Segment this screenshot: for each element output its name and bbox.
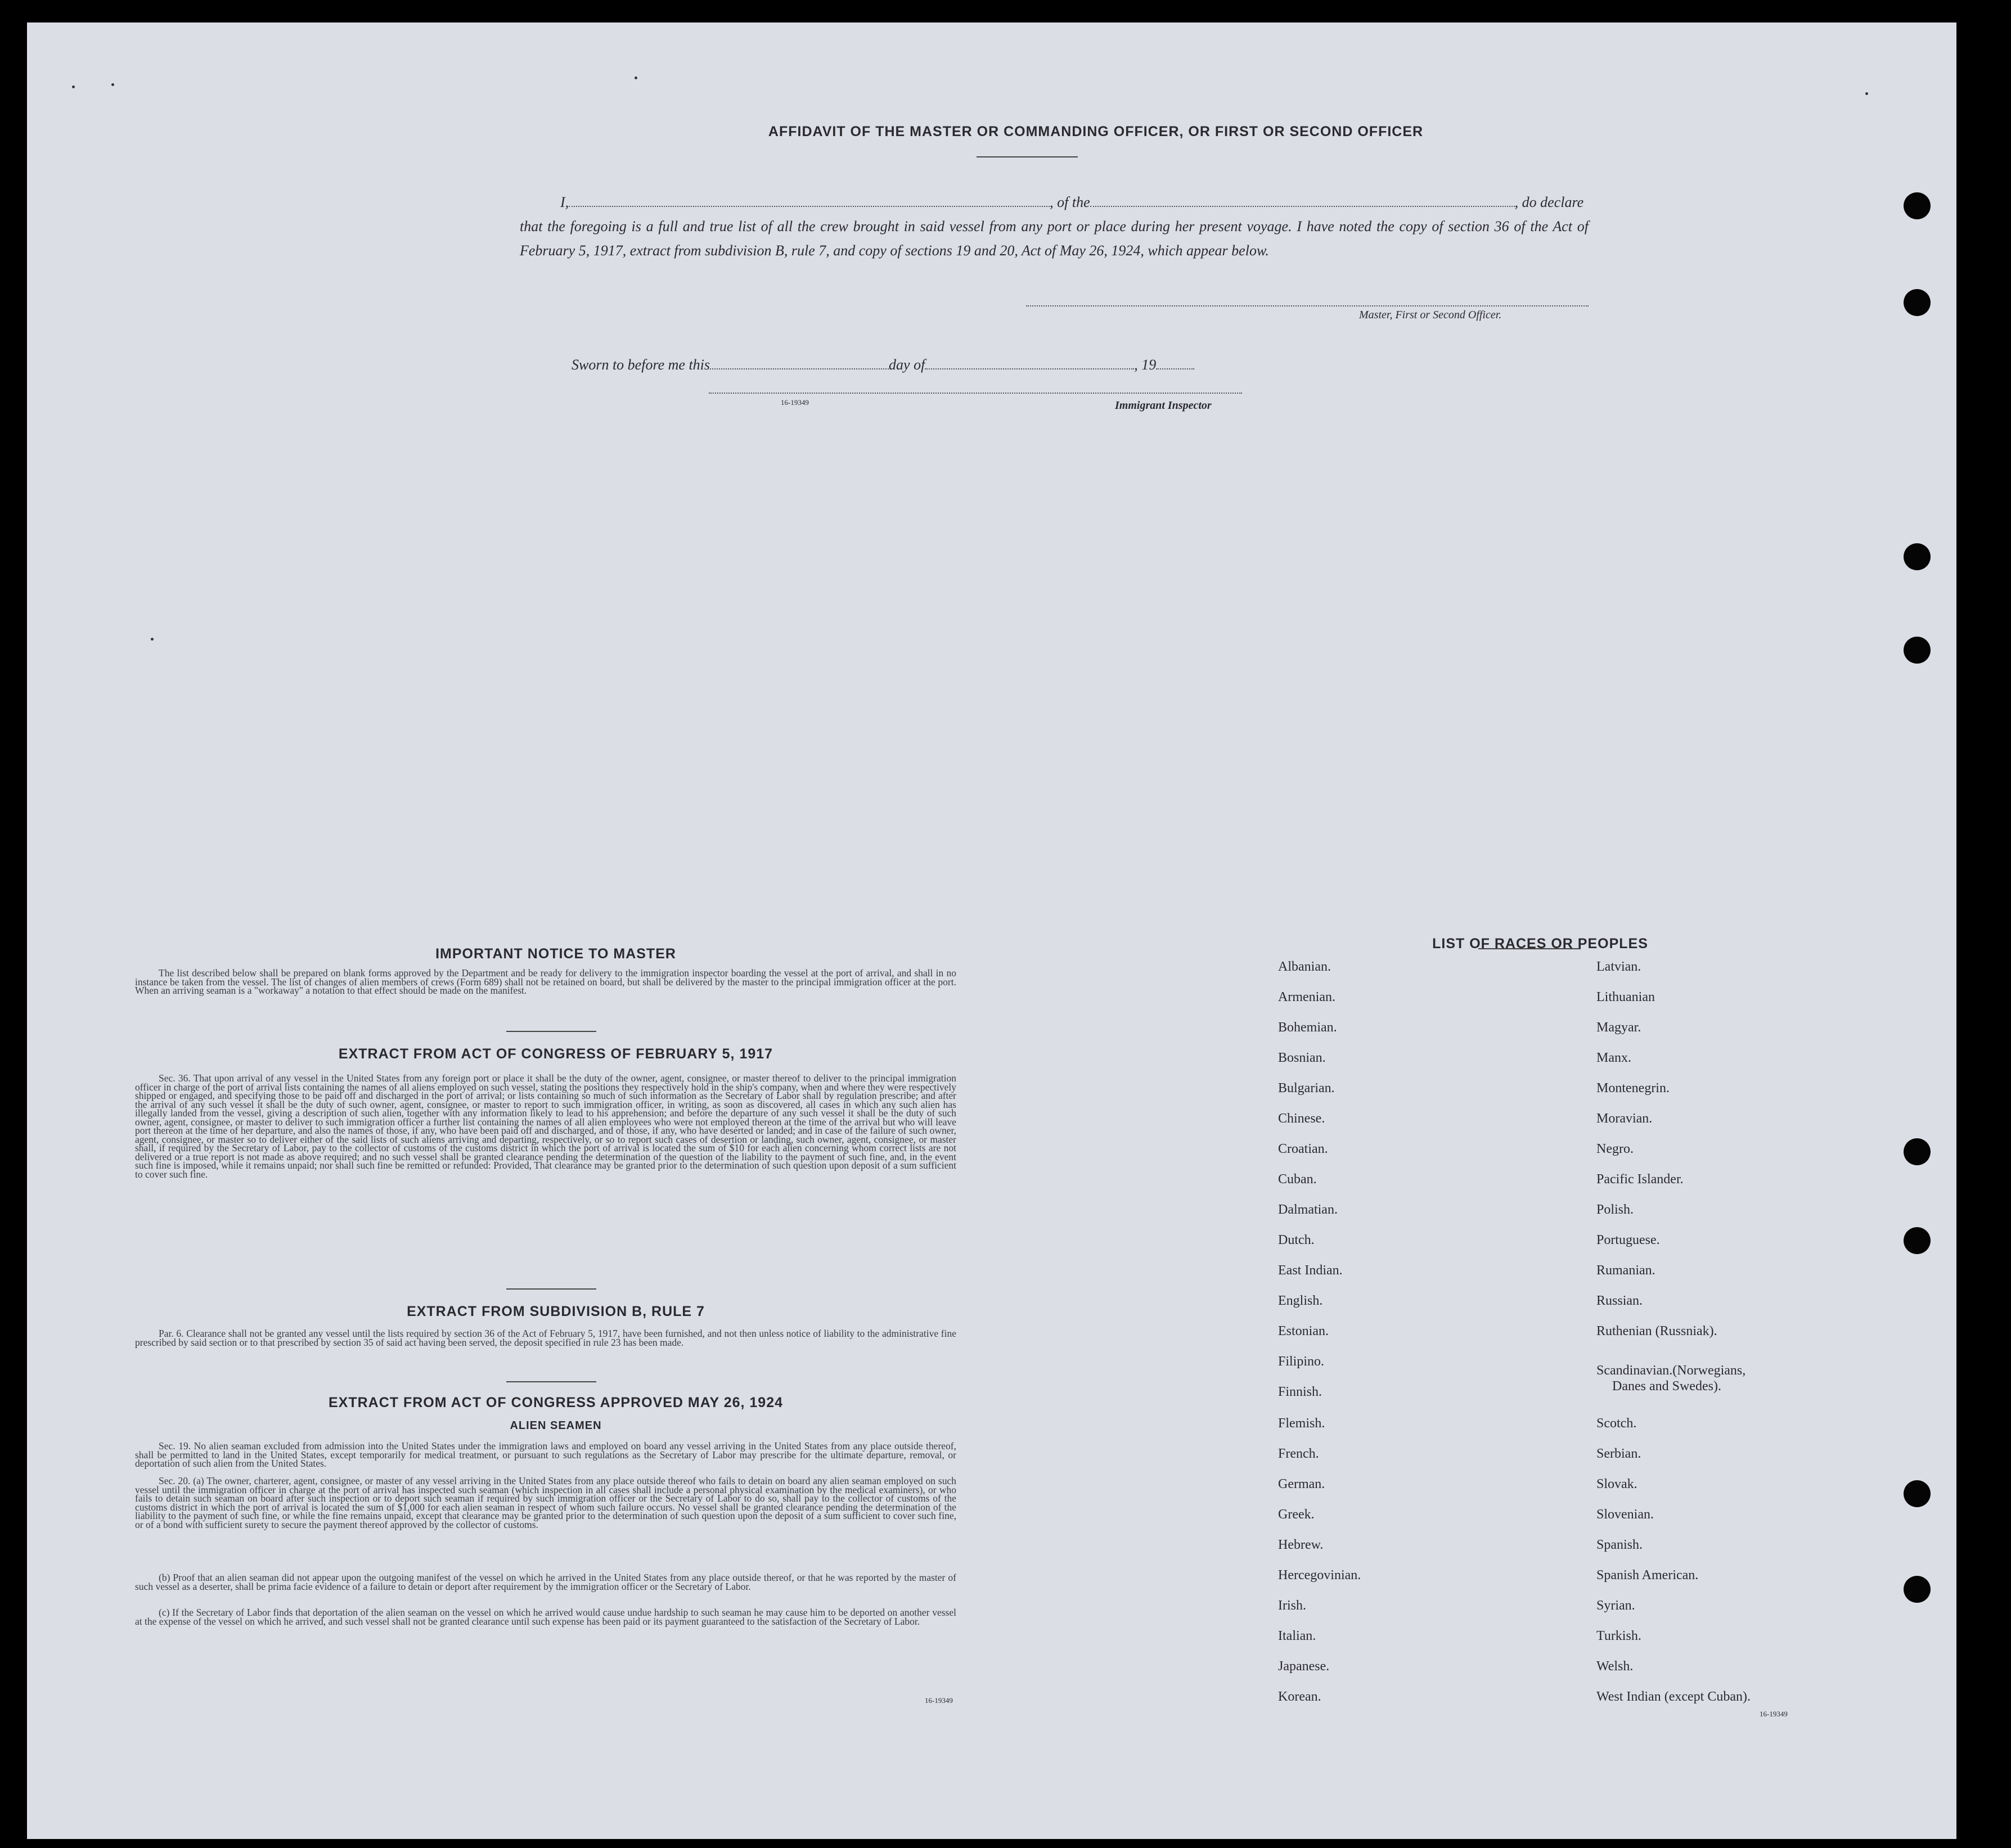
speck xyxy=(72,85,75,88)
race-item: Estonian. xyxy=(1278,1324,1329,1338)
race-item: Scotch. xyxy=(1596,1416,1637,1431)
month-blank xyxy=(925,356,1134,369)
speck xyxy=(151,638,154,641)
race-item: Montenegrin. xyxy=(1596,1081,1670,1096)
punch-hole xyxy=(1904,1576,1931,1603)
race-item: Ruthenian (Russniak). xyxy=(1596,1324,1717,1338)
race-item: Finnish. xyxy=(1278,1385,1322,1399)
speck xyxy=(1865,92,1868,95)
race-item: Lithuanian xyxy=(1596,990,1655,1004)
race-item: Chinese. xyxy=(1278,1111,1325,1126)
rule-7-body: Par. 6. Clearance shall not be granted any vessel until the lists required by section 36 of the Act of February 5, 1917, have been furnished, and not then unless notice of liability to the administrative fine prescribed by said section or to that prescribed by section 35 of said act having been served, the deposit specified in rule 23 has been made. xyxy=(135,1328,956,1348)
race-item: Greek. xyxy=(1278,1507,1315,1522)
sec-20b: (b) Proof that an alien seaman did not appear upon the outgoing manifest of the vessel on which he arrived in the United States from any place outside thereof, or that he was reported by the master of such vessel as a deserter, shall be prima facie evidence of a failure to detain or deport after requirement by the immigration officer or the Secretary of Labor. xyxy=(135,1572,956,1592)
form-code: 16-19349 xyxy=(925,1696,953,1705)
rule-7-title: EXTRACT FROM SUBDIVISION B, RULE 7 xyxy=(407,1304,705,1319)
race-item: Japanese. xyxy=(1278,1659,1330,1674)
race-item: Spanish. xyxy=(1596,1538,1643,1552)
race-item: German. xyxy=(1278,1477,1325,1491)
race-item: Flemish. xyxy=(1278,1416,1325,1431)
race-item: Italian. xyxy=(1278,1629,1316,1643)
races-title: LIST OF RACES OR PEOPLES xyxy=(1432,936,1648,952)
race-item: Latvian. xyxy=(1596,959,1641,974)
punch-hole xyxy=(1904,1138,1931,1165)
race-item: Moravian. xyxy=(1596,1111,1653,1126)
year-prefix: , 19 xyxy=(1134,357,1157,373)
vessel-blank xyxy=(1090,193,1515,207)
master-label: Master, First or Second Officer. xyxy=(1359,309,1502,321)
race-item: Cuban. xyxy=(1278,1172,1317,1187)
master-signature-line xyxy=(1026,305,1589,307)
notice-body: The list described below shall be prepared on blank forms approved by the Department and be ready for delivery to the immigration inspector boarding the vessel at the port of arrival, and shall in no instance be taken from the vessel. The list of changes of alien members of crews (Form 689) shall not be retained on board, but shall be delivered by the master to the principal immigration officer at the port. When an arriving seaman is a "workaway" a notation to that effect should be made on the manifest. xyxy=(135,967,956,996)
punch-hole xyxy=(1904,1480,1931,1507)
race-item: West Indian (except Cuban). xyxy=(1596,1689,1751,1704)
affidavit-body: that the foregoing is a full and true list of all the crew brought in said vessel from any port or place during her present voyage. I have noted the copy of section 36 of the Act of February 5, 1917, extract from subdivision B, rule 7, and copy of sections 19 and 20, Act of May 26, 1924, which appear below. xyxy=(520,218,1589,259)
sec-20a: Sec. 20. (a) The owner, charterer, agent, consignee, or master of any vessel arriving in the United States from any place outside thereof who fails to detain on board any alien seaman employed on such vessel until the immigration officer in charge at the port of arrival has inspected such seaman (which inspection in all cases shall include a personal physical examination by the medical examiners), or who fails to detain such seaman on board after such inspection or to deport such seaman if required by such immigration officer or the Secretary of Labor to do so, shall pay to the collector of customs of the customs district in which the port of arrival is located the sum of $1,000 for each alien seaman in respect of whom such failure occurs. No vessel shall be granted clearance pending the determination of the liability to the payment of such fine, or while the fine remains unpaid, except that clearance may be granted prior to the determination of such question upon the deposit of a sum sufficient to cover such fine, or of a bond with sufficient surety to secure the payment thereof approved by the collector of customs. xyxy=(135,1475,956,1530)
punch-hole xyxy=(1904,543,1931,570)
race-item: Russian. xyxy=(1596,1293,1643,1308)
year-blank xyxy=(1156,356,1194,369)
race-item: Armenian. xyxy=(1278,990,1335,1004)
sworn-line xyxy=(572,356,1194,373)
race-item: Dutch. xyxy=(1278,1233,1315,1247)
race-item: East Indian. xyxy=(1278,1263,1343,1278)
punch-hole xyxy=(1904,1227,1931,1254)
speck xyxy=(635,76,637,79)
race-item: Slovak. xyxy=(1596,1477,1637,1491)
act-1917-body: Sec. 36. That upon arrival of any vessel in the United States from any foreign port or place it shall be the duty of the owner, agent, consignee, or master thereof to deliver to the principal immigration officer in charge of the port of arrival lists containing the names of all aliens employed on such vessel, stating the positions they respectively hold in the ship's company, when and where they were respectively shipped or engaged, and specifying those to be paid off and discharged in the port of arrival; or lists containing so much of such information as the Secretary of Labor shall by regulation prescribe; and after the arrival of any such vessel it shall be the duty of such owner, agent, consignee, or master to report to such immigration officer, in writing, as soon as discovered, all cases in which any such alien has illegally landed from the vessel, giving a description of such alien, together with any information likely to lead to his apprehension; and before the departure of any such vessel it shall be the duty of such owner, agent, consignee, or master to deliver to such immigration officer a further list containing the names of all alien employees who were not employed thereon at the time of the arrival but who will leave port thereon at the time of her departure, and also the names of those, if any, who have been paid off and discharged, and of those, if any, who have deserted or landed; and in case of the failure of such owner, agent, consignee, or master so to deliver either of the said lists of such aliens arriving and departing, respectively, or so to report such cases of desertion or landing, such owner, agent, consignee, or master shall, if required by the Secretary of Labor, pay to the collector of customs of the customs district in which the port of arrival is located the sum of $10 for each alien concerning whom correct lists are not delivered or a true report is not made as above required; and no such vessel shall be granted clearance pending the determination of the question of the liability to the payment of such fine, and, in the event such fine is imposed, while it remains unpaid; nor shall such fine be remitted or refunded: Provided, That clearance may be granted prior to the determination of such question upon deposit of a sum sufficient to cover such fine. xyxy=(135,1072,956,1180)
day-blank xyxy=(710,356,889,369)
sworn-prefix: Sworn to before me this xyxy=(572,357,710,373)
race-item: Hercegovinian. xyxy=(1278,1568,1361,1583)
race-item: Bulgarian. xyxy=(1278,1081,1335,1096)
do-declare-label: , do declare xyxy=(1514,194,1584,210)
divider xyxy=(506,1288,596,1290)
race-item: Albanian. xyxy=(1278,959,1331,974)
race-item: Irish. xyxy=(1278,1598,1306,1613)
affidavit-first-line xyxy=(520,190,1589,214)
punch-hole xyxy=(1904,289,1931,316)
race-item: Bosnian. xyxy=(1278,1051,1326,1065)
race-item: Dalmatian. xyxy=(1278,1202,1338,1217)
race-item: Scandinavian.(Norwegians, xyxy=(1596,1363,1746,1378)
i-label: I, xyxy=(560,194,569,210)
race-item: English. xyxy=(1278,1293,1323,1308)
race-item: Korean. xyxy=(1278,1689,1321,1704)
form-code: 16-19349 xyxy=(781,398,809,407)
race-item: Slovenian. xyxy=(1596,1507,1654,1522)
race-item: Hebrew. xyxy=(1278,1538,1324,1552)
inspector-signature-line xyxy=(709,393,1242,394)
race-item: Danes and Swedes). xyxy=(1612,1379,1721,1394)
notice-title: IMPORTANT NOTICE TO MASTER xyxy=(435,946,676,962)
race-item: Syrian. xyxy=(1596,1598,1635,1613)
race-item: Negro. xyxy=(1596,1142,1634,1156)
punch-hole xyxy=(1904,637,1931,664)
divider xyxy=(506,1381,596,1382)
speck xyxy=(111,83,114,86)
act-1924-title: EXTRACT FROM ACT OF CONGRESS APPROVED MAY 26, 1924 xyxy=(328,1395,784,1410)
race-item: Bohemian. xyxy=(1278,1020,1337,1035)
race-item: Croatian. xyxy=(1278,1142,1328,1156)
race-item: Serbian. xyxy=(1596,1446,1641,1461)
title-divider xyxy=(977,156,1078,157)
sec-20c: (c) If the Secretary of Labor finds that deportation of the alien seaman on the vessel on which he arrived would cause undue hardship to such seaman he may cause him to be deported on another vessel at the expense of the vessel on which he arrived, and such vessel shall not be granted clearance until such expense has been paid or its payment guaranteed to the satisfaction of the Secretary of Labor. xyxy=(135,1607,956,1627)
race-item: French. xyxy=(1278,1446,1319,1461)
affidavit-title: AFFIDAVIT OF THE MASTER OR COMMANDING OFFICER, OR FIRST OR SECOND OFFICER xyxy=(768,124,1424,139)
act-1917-title: EXTRACT FROM ACT OF CONGRESS OF FEBRUARY 5, 1917 xyxy=(338,1046,773,1062)
race-item: Portuguese. xyxy=(1596,1233,1660,1247)
race-item: Polish. xyxy=(1596,1202,1634,1217)
of-the-label: , of the xyxy=(1050,194,1090,210)
document-page xyxy=(27,22,1956,1839)
race-item: Turkish. xyxy=(1596,1629,1641,1643)
race-item: Manx. xyxy=(1596,1051,1631,1065)
race-item: Rumanian. xyxy=(1596,1263,1655,1278)
divider xyxy=(506,1031,596,1032)
race-item: Spanish American. xyxy=(1596,1568,1699,1583)
day-of-label: day of xyxy=(889,357,925,373)
inspector-label: Immigrant Inspector xyxy=(1115,399,1212,412)
sec-19: Sec. 19. No alien seaman excluded from admission into the United States under the immigration laws and employed on board any vessel arriving in the United States from any place outside thereof, shall be permitted to land in the United States, except temporarily for medical treatment, or pursuant to such regulations as the Secretary of Labor may prescribe for the ultimate departure, removal, or deportation of such alien from the United States. xyxy=(135,1440,956,1469)
race-item: Magyar. xyxy=(1596,1020,1641,1035)
race-item: Pacific Islander. xyxy=(1596,1172,1684,1187)
race-item: Filipino. xyxy=(1278,1354,1325,1369)
race-item: Welsh. xyxy=(1596,1659,1634,1674)
affidavit-text xyxy=(520,190,1589,263)
form-code: 16-19349 xyxy=(1760,1710,1788,1718)
act-1924-subtitle: ALIEN SEAMEN xyxy=(510,1419,602,1432)
name-blank xyxy=(569,193,1050,207)
punch-hole xyxy=(1904,192,1931,219)
races-divider xyxy=(1478,948,1581,949)
